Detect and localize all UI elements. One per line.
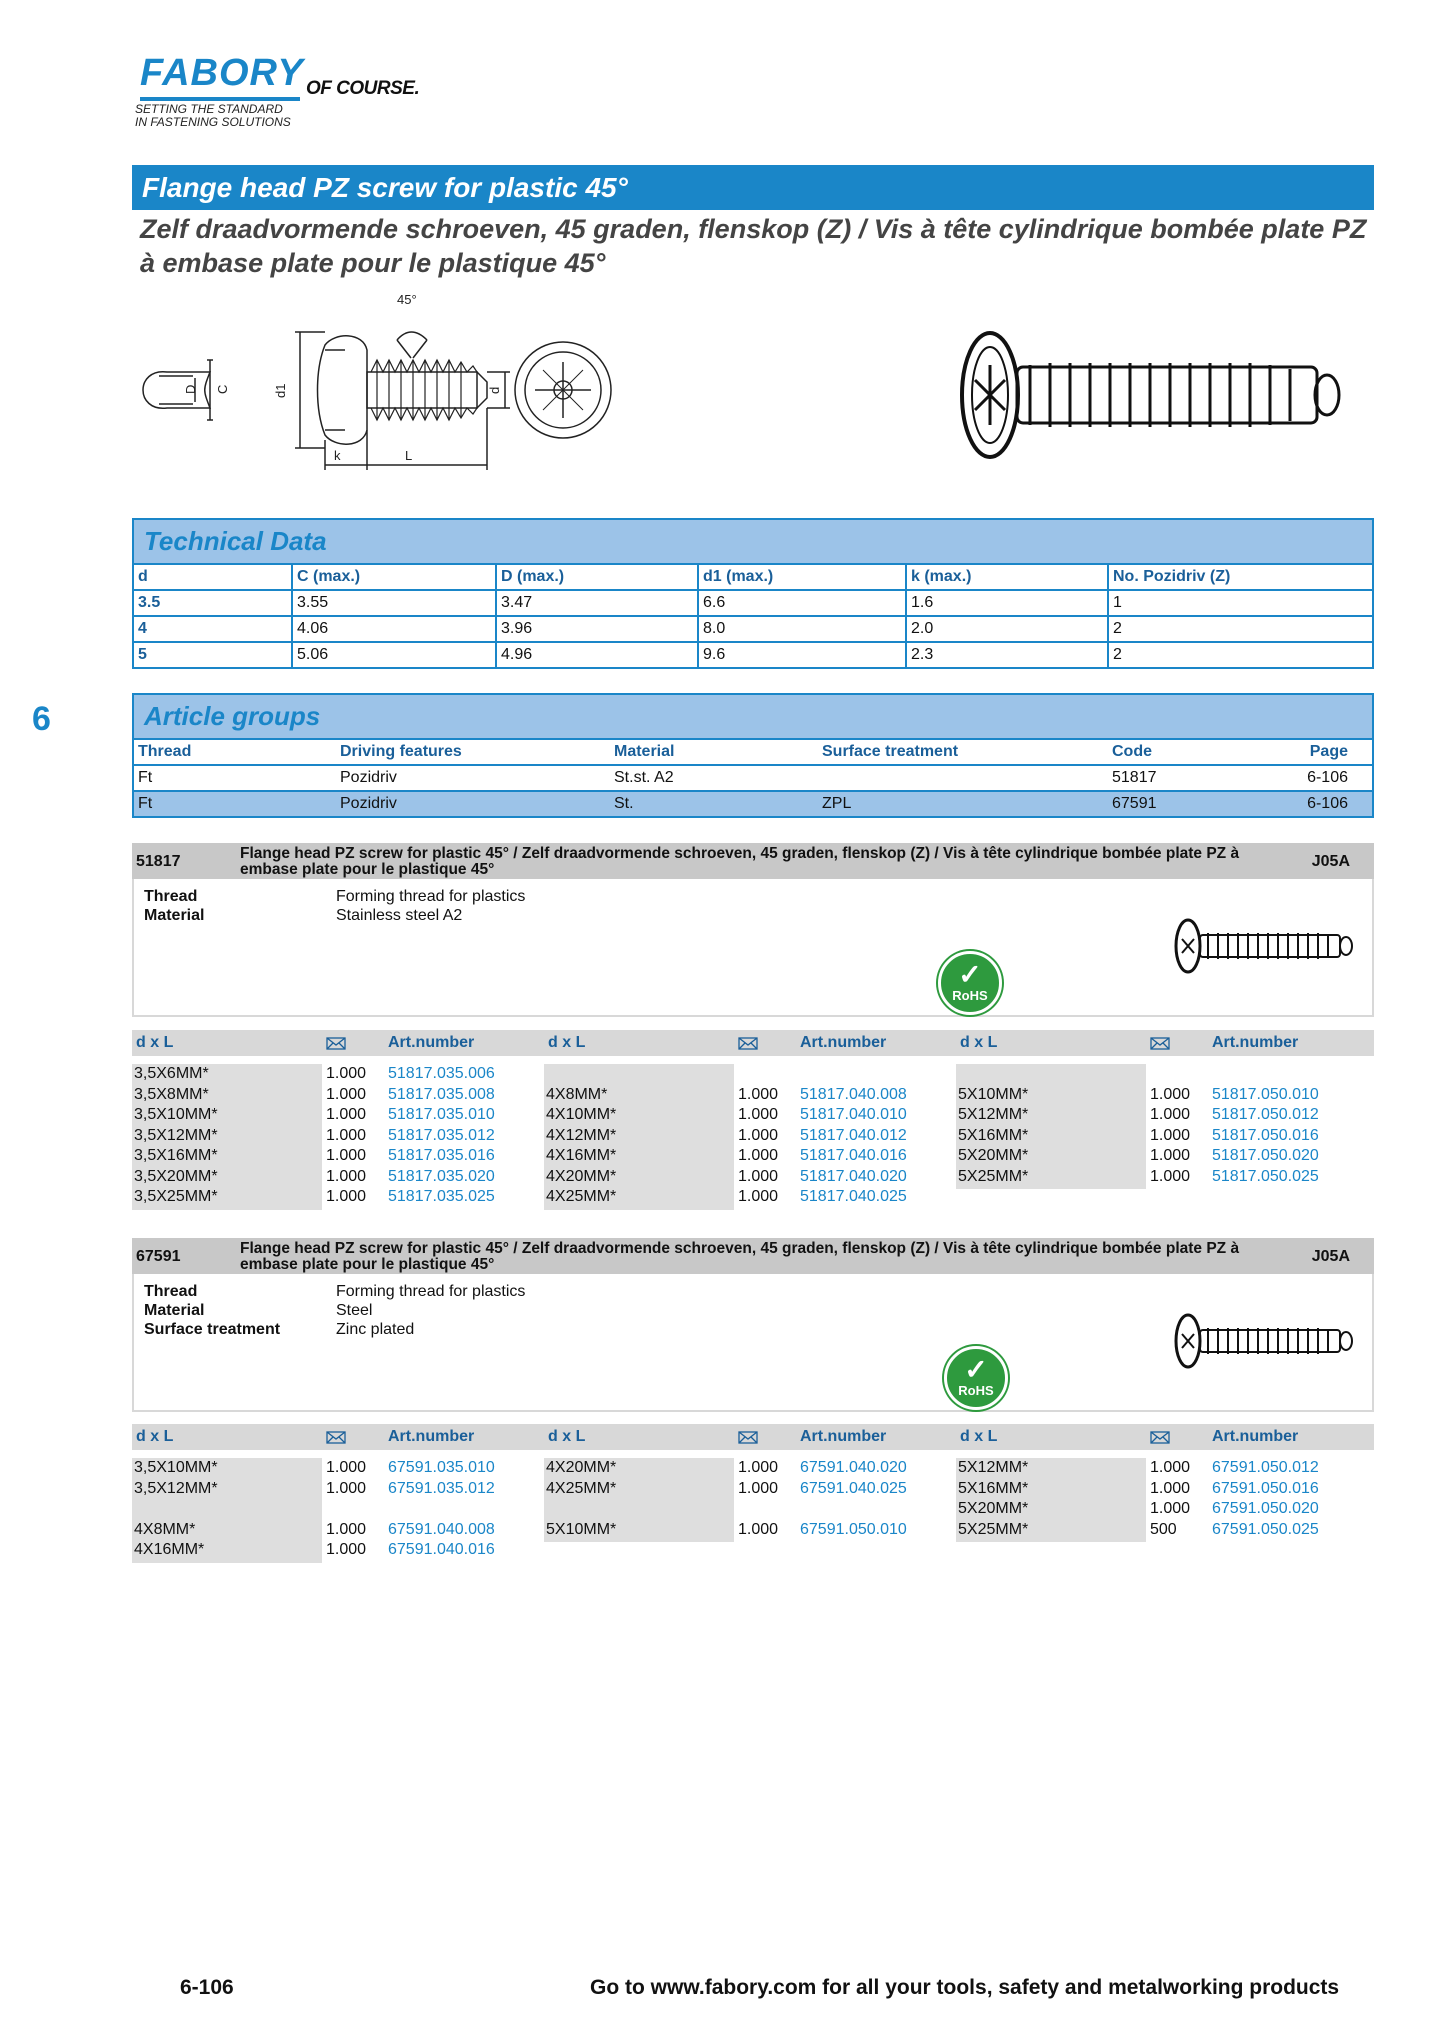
footer-link[interactable]: Go to www.fabory.com for all your tools, safety and metalworking products	[590, 1976, 1340, 1999]
quantity-cell: 1.000	[326, 1188, 367, 1205]
table-row[interactable]	[134, 765, 1372, 791]
prop-value: Forming thread for plastics	[336, 1283, 526, 1300]
prop-label: Surface treatment	[144, 1321, 281, 1338]
art-number-link[interactable]: 51817.040.020	[800, 1167, 907, 1185]
size-cell: 4X16MM*	[134, 1541, 205, 1558]
size-cell: 5X25MM*	[958, 1167, 1029, 1185]
quantity-cell: 1.000	[326, 1479, 367, 1497]
quantity-cell: 1.000	[738, 1085, 779, 1103]
article-groups-table	[134, 740, 1372, 816]
size-cell: 3,5X12MM*	[134, 1479, 218, 1497]
rohs-badge	[944, 1346, 1008, 1410]
label-k: k	[334, 448, 341, 463]
group-description: Flange head PZ screw for plastic 45° / Zelf draadvormende schroeven, 45 graden, flenskop (Z) / Vis à tête cylindrique bombée plate PZ à embase plate pour le plastique 45°	[240, 845, 1240, 878]
size-cell: 4X16MM*	[546, 1147, 617, 1164]
art-number-link[interactable]: 51817.050.025	[1212, 1167, 1319, 1185]
quantity-cell: 1.000	[326, 1126, 367, 1144]
rohs-label: RoHS	[952, 988, 988, 1003]
cell: 2	[1113, 646, 1122, 663]
dxl-header: d x L	[136, 1034, 174, 1051]
group-body-51817	[132, 879, 1374, 1017]
cell: 3.47	[496, 590, 698, 616]
envelope-icon	[738, 1431, 758, 1444]
cell: 1.6	[906, 590, 1108, 616]
art-number-link[interactable]: 67591.035.012	[388, 1479, 495, 1497]
tagline-line-1: SETTING THE STANDARD	[135, 102, 283, 116]
label-L: L	[405, 448, 413, 463]
cell: 2.3	[906, 642, 1108, 667]
cell: Pozidriv	[336, 791, 610, 816]
art-number-link[interactable]: 67591.040.008	[388, 1520, 495, 1538]
art-number-link[interactable]: 67591.050.016	[1212, 1479, 1319, 1497]
col-material: Material	[610, 740, 818, 765]
prop-value: Steel	[336, 1302, 373, 1319]
art-number-link[interactable]: 51817.035.020	[388, 1167, 495, 1185]
envelope-icon	[1150, 1431, 1170, 1444]
article-groups-heading: Article groups	[134, 695, 1372, 740]
cell: Ft	[134, 765, 336, 791]
quantity-cell: 1.000	[326, 1065, 367, 1082]
art-number-link[interactable]: 51817.050.016	[1212, 1126, 1319, 1144]
size-cell: 5X12MM*	[958, 1106, 1029, 1123]
envelope-icon	[326, 1431, 346, 1444]
quantity-cell: 1.000	[738, 1188, 779, 1205]
cell: 3.5	[134, 590, 292, 616]
art-number-header: Art.number	[1212, 1034, 1299, 1051]
art-number-link[interactable]: 51817.040.010	[800, 1106, 907, 1123]
screw-photo	[935, 325, 1355, 465]
quantity-cell: 1.000	[326, 1167, 367, 1185]
cell: 8.0	[698, 616, 906, 642]
article-header-row	[134, 740, 1372, 765]
cell: 5	[134, 642, 292, 667]
table-row[interactable]	[134, 791, 1372, 816]
quantity-cell: 1.000	[738, 1479, 779, 1497]
size-cell: 5X12MM*	[958, 1459, 1029, 1476]
tagline-line-2: IN FASTENING SOLUTIONS	[135, 115, 291, 129]
size-cell: 4X20MM*	[546, 1167, 617, 1185]
cell: St.	[610, 791, 818, 816]
art-number-link[interactable]: 51817.050.010	[1212, 1085, 1319, 1103]
art-number-link[interactable]: 51817.035.010	[388, 1106, 495, 1123]
size-cell: 3,5X16MM*	[134, 1147, 218, 1164]
size-cell: 5X25MM*	[958, 1520, 1029, 1538]
size-cell: 4X12MM*	[546, 1126, 617, 1144]
cell: 6.6	[698, 590, 906, 616]
col-d: d	[134, 565, 292, 590]
art-number-link[interactable]: 67591.040.016	[388, 1541, 495, 1558]
article-list-51817	[132, 1030, 1374, 1210]
group-ref: J05A	[1311, 853, 1350, 870]
screw-thumbnail	[1168, 1312, 1358, 1370]
size-cell: 4X20MM*	[546, 1459, 617, 1476]
group-code: 67591	[136, 1248, 181, 1265]
quantity-cell: 1.000	[326, 1459, 367, 1476]
rohs-label: RoHS	[958, 1383, 994, 1398]
label-d1: d1	[273, 383, 288, 398]
technical-data-section	[132, 518, 1374, 669]
art-number-link[interactable]: 67591.050.010	[800, 1520, 907, 1538]
page-title: Flange head PZ screw for plastic 45°	[132, 165, 1374, 210]
art-number-link[interactable]: 51817.035.016	[388, 1147, 495, 1164]
size-cell: 5X16MM*	[958, 1479, 1029, 1497]
art-number-header: Art.number	[388, 1034, 475, 1051]
quantity-cell: 1.000	[738, 1520, 779, 1538]
footer-page-number: 6-106	[180, 1976, 234, 1999]
size-cell: 3,5X12MM*	[134, 1126, 218, 1144]
size-cell: 5X20MM*	[958, 1500, 1029, 1517]
art-number-link[interactable]: 67591.040.020	[800, 1459, 907, 1476]
envelope-icon	[326, 1037, 346, 1050]
cell: 4.06	[292, 616, 496, 642]
size-cell: 5X16MM*	[958, 1126, 1029, 1144]
logo-rule	[140, 97, 300, 101]
quantity-cell: 1.000	[1150, 1147, 1191, 1164]
size-cell: 5X20MM*	[958, 1147, 1029, 1164]
article-list-67591	[132, 1424, 1374, 1574]
art-number-link[interactable]: 67591.050.025	[1212, 1520, 1319, 1538]
art-number-link[interactable]: 51817.050.012	[1212, 1106, 1319, 1123]
prop-label: Material	[144, 1302, 205, 1319]
col-surface: Surface treatment	[818, 740, 1108, 765]
art-number-link[interactable]: 51817.040.008	[800, 1085, 907, 1103]
prop-label: Thread	[144, 888, 198, 905]
table-row	[134, 590, 1372, 616]
envelope-icon	[1150, 1037, 1170, 1050]
logo-slogan: OF COURSE.	[306, 78, 420, 99]
size-cell: 3,5X20MM*	[134, 1167, 218, 1185]
quantity-cell: 1.000	[326, 1520, 367, 1538]
brand-logo: FABORY	[140, 52, 304, 94]
group-ref: J05A	[1311, 1248, 1350, 1265]
cell: 4.96	[496, 642, 698, 667]
cell: 5.06	[292, 642, 496, 667]
size-cell: 4X10MM*	[546, 1106, 617, 1123]
prop-value: Zinc plated	[336, 1321, 415, 1338]
art-number-header: Art.number	[388, 1428, 475, 1445]
art-number-link[interactable]: 51817.040.012	[800, 1126, 907, 1144]
quantity-cell: 1.000	[326, 1147, 367, 1164]
envelope-icon	[738, 1037, 758, 1050]
size-cell: 4X8MM*	[546, 1085, 608, 1103]
art-number-link[interactable]: 67591.040.025	[800, 1479, 907, 1497]
quantity-cell: 1.000	[326, 1085, 367, 1103]
dxl-header: d x L	[960, 1034, 998, 1051]
quantity-cell: 1.000	[738, 1147, 779, 1164]
dxl-header: d x L	[548, 1034, 586, 1051]
chapter-number: 6	[32, 700, 51, 738]
group-code: 51817	[136, 853, 181, 870]
cell: 1	[1108, 590, 1372, 616]
size-cell: 3,5X10MM*	[134, 1106, 218, 1123]
art-number-link[interactable]: 51817.035.006	[388, 1065, 495, 1082]
col-d-max: D (max.)	[496, 565, 698, 590]
label-C: C	[215, 384, 230, 394]
group-description: Flange head PZ screw for plastic 45° / Zelf draadvormende schroeven, 45 graden, flenskop (Z) / Vis à tête cylindrique bombée plate PZ à embase plate pour le plastique 45°	[240, 1240, 1240, 1273]
size-cell: 3,5X25MM*	[134, 1188, 218, 1205]
size-cell: 5X10MM*	[958, 1085, 1029, 1103]
col-d1-max: d1 (max.)	[698, 565, 906, 590]
cell: 51817	[1108, 765, 1258, 791]
col-driving: Driving features	[336, 740, 610, 765]
prop-label: Thread	[144, 1283, 198, 1300]
dxl-header: d x L	[960, 1428, 998, 1445]
cell	[818, 765, 1108, 791]
art-number-header: Art.number	[800, 1428, 887, 1445]
check-icon: ✓	[958, 959, 982, 990]
art-number-header: Art.number	[800, 1034, 887, 1051]
quantity-cell: 1.000	[1150, 1167, 1191, 1185]
art-number-link[interactable]: 51817.040.025	[800, 1188, 907, 1205]
technical-drawing	[135, 290, 615, 480]
art-number-header: Art.number	[1212, 1428, 1299, 1445]
size-cell: 3,5X6MM*	[134, 1065, 209, 1082]
quantity-cell: 1.000	[738, 1459, 779, 1476]
cell: 9.6	[698, 642, 906, 667]
art-number-link[interactable]: 67591.050.020	[1212, 1500, 1319, 1517]
quantity-cell: 1.000	[738, 1106, 779, 1123]
page-subtitle: Zelf draadvormende schroeven, 45 graden, flenskop (Z) / Vis à tête cylindrique bombée plate PZ à embase plate pour le plastique 45°	[140, 214, 1367, 278]
cell: 3.96	[496, 616, 698, 642]
prop-label: Material	[144, 907, 205, 924]
size-cell: 5X10MM*	[546, 1520, 617, 1538]
cell: Pozidriv	[336, 765, 610, 791]
size-cell: 4X25MM*	[546, 1188, 617, 1205]
rohs-badge	[938, 951, 1002, 1015]
article-groups-section	[132, 693, 1374, 818]
col-code: Code	[1108, 740, 1258, 765]
size-cell: 3,5X10MM*	[134, 1459, 218, 1476]
screw-thumbnail	[1168, 917, 1358, 975]
check-icon: ✓	[964, 1354, 988, 1385]
art-number-link[interactable]: 67591.050.012	[1212, 1459, 1319, 1476]
quantity-cell: 500	[1150, 1520, 1177, 1538]
col-pozidriv: No. Pozidriv (Z)	[1108, 565, 1372, 590]
cell: 2	[1108, 616, 1372, 642]
dxl-header: d x L	[548, 1428, 586, 1445]
quantity-cell: 1.000	[1150, 1459, 1191, 1476]
quantity-cell: 1.000	[1150, 1479, 1191, 1497]
col-k-max: k (max.)	[906, 565, 1108, 590]
table-row	[134, 642, 1372, 667]
quantity-cell: 1.000	[326, 1106, 367, 1123]
quantity-cell: 1.000	[1150, 1126, 1191, 1144]
size-cell: 4X8MM*	[134, 1520, 196, 1538]
technical-data-table	[134, 565, 1372, 667]
col-page: Page	[1258, 740, 1372, 765]
group-header-51817	[132, 843, 1374, 879]
size-cell: 3,5X8MM*	[134, 1085, 209, 1103]
group-body-67591	[132, 1274, 1374, 1412]
col-thread: Thread	[134, 740, 336, 765]
cell: St.st. A2	[610, 765, 818, 791]
quantity-cell: 1.000	[1150, 1085, 1191, 1103]
art-number-link[interactable]: 51817.050.020	[1212, 1147, 1319, 1164]
technical-header-row	[134, 565, 1372, 590]
quantity-cell: 1.000	[326, 1541, 367, 1558]
group-header-67591	[132, 1238, 1374, 1274]
quantity-cell: 1.000	[738, 1126, 779, 1144]
art-number-link[interactable]: 51817.035.008	[388, 1085, 495, 1103]
label-D: D	[183, 384, 198, 394]
cell: 67591	[1108, 791, 1258, 816]
cell: 6-106	[1258, 791, 1372, 816]
quantity-cell: 1.000	[1150, 1106, 1191, 1123]
cell: 3.55	[292, 590, 496, 616]
label-d: d	[487, 386, 502, 394]
cell: ZPL	[818, 791, 1108, 816]
art-number-link[interactable]: 51817.040.016	[800, 1147, 907, 1164]
art-number-link[interactable]: 51817.035.025	[388, 1188, 495, 1205]
cell: 4	[134, 616, 292, 642]
col-c-max: C (max.)	[292, 565, 496, 590]
art-number-link[interactable]: 67591.035.010	[388, 1459, 495, 1476]
angle-label: 45°	[397, 292, 417, 307]
cell: Ft	[134, 791, 336, 816]
prop-value: Stainless steel A2	[336, 907, 463, 924]
cell: 2.0	[906, 616, 1108, 642]
prop-value: Forming thread for plastics	[336, 888, 526, 905]
dxl-header: d x L	[136, 1428, 174, 1445]
cell: 6-106	[1258, 765, 1372, 791]
quantity-cell: 1.000	[1150, 1500, 1191, 1517]
art-number-link[interactable]: 51817.035.012	[388, 1126, 495, 1144]
quantity-cell: 1.000	[738, 1167, 779, 1185]
table-row	[134, 616, 1372, 642]
size-cell: 4X25MM*	[546, 1479, 617, 1497]
logo-tagline	[135, 103, 291, 129]
technical-data-heading: Technical Data	[134, 520, 1372, 565]
